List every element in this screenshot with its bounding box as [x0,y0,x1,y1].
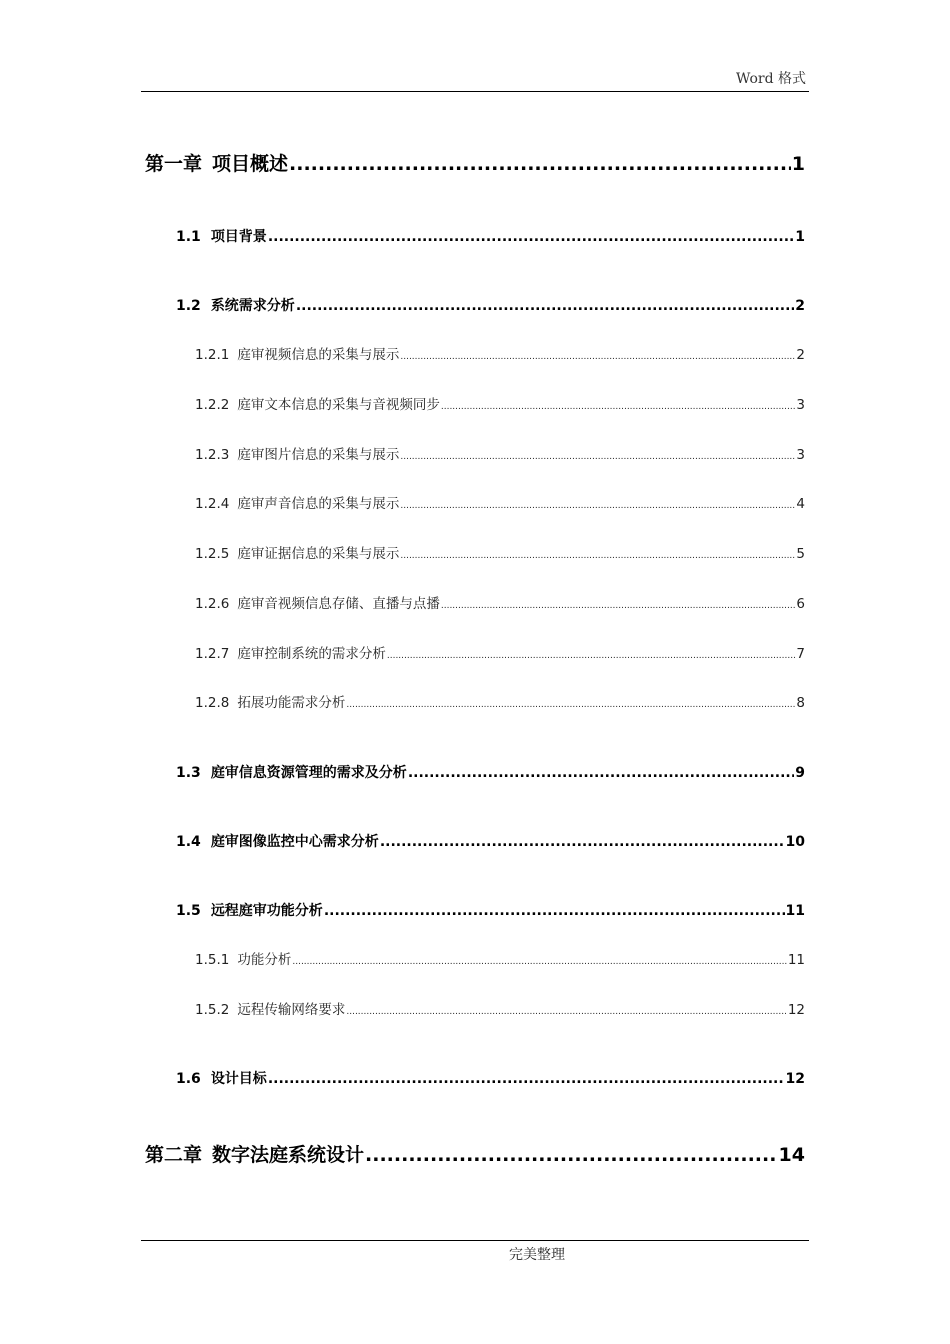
toc-entry-number: 1.2.5 [195,546,230,562]
toc-entry-title: 庭审音视频信息存储、直播与点播 [237,596,440,612]
toc-entry-number: 1.6 [176,1071,201,1087]
toc-entry-1-2-2[interactable] [195,396,805,416]
toc-entry-chapter-2[interactable] [145,1143,805,1167]
toc-dot-leader [268,1070,785,1088]
toc-dot-leader [289,152,791,176]
toc-entry-label [176,297,295,315]
toc-entry-title: 庭审证据信息的采集与展示 [237,546,400,562]
toc-entry-title: 系统需求分析 [210,298,295,314]
toc-entry-number: 1.5 [176,903,201,919]
toc-entry-title: 远程传输网络要求 [237,1002,346,1018]
toc-entry-1-2-4[interactable] [195,495,805,515]
toc-entry-number: 1.5.1 [195,952,230,968]
toc-entry-label [176,833,379,851]
toc-page-number: 6 [796,596,805,612]
toc-entry-label [195,645,386,663]
toc-entry-label [195,346,399,364]
toc-entry-title: 庭审声音信息的采集与展示 [237,496,400,512]
toc-entry-title: 功能分析 [237,952,292,968]
toc-entry-title: 庭审图像监控中心需求分析 [210,834,379,850]
toc-dot-leader [387,645,796,665]
toc-page-number: 5 [796,546,805,562]
toc-page-number: 3 [796,397,805,413]
toc-entry-number: 1.2.3 [195,447,230,463]
toc-entry-title: 项目概述 [212,153,289,175]
toc-entry-1-2-1[interactable] [195,346,805,366]
toc-entry-label [195,951,291,969]
toc-page-number: 7 [796,646,805,662]
toc-page-number: 11 [787,952,805,968]
toc-entry-label [195,1001,345,1019]
toc-entry-label [176,1070,267,1088]
toc-dot-leader [380,833,785,851]
toc-entry-number: 第二章 [145,1144,203,1166]
toc-entry-label [176,228,267,246]
toc-entry-title: 庭审信息资源管理的需求及分析 [210,765,407,781]
toc-page-number: 2 [795,298,805,314]
toc-entry-1-5-1[interactable] [195,951,805,971]
toc-dot-leader [365,1143,778,1167]
toc-entry-title: 庭审图片信息的采集与展示 [237,447,400,463]
toc-dot-leader [296,297,794,315]
toc-entry-number: 第一章 [145,153,203,175]
toc-dot-leader [400,446,795,466]
toc-entry-1-2-6[interactable] [195,595,805,615]
toc-entry-title: 拓展功能需求分析 [237,695,346,711]
toc-entry-label [145,1143,364,1167]
toc-entry-number: 1.2.8 [195,695,230,711]
toc-entry-number: 1.2.2 [195,397,230,413]
toc-page-number: 10 [785,834,805,850]
toc-page-number: 11 [785,903,805,919]
toc-entry-number: 1.1 [176,229,201,245]
toc-entry-number: 1.2.6 [195,596,230,612]
toc-entry-label [195,495,399,513]
toc-entry-chapter-1[interactable] [145,152,805,176]
toc-dot-leader [292,951,786,971]
toc-entry-1-2-8[interactable] [195,694,805,714]
toc-dot-leader [408,764,794,782]
toc-page-number: 14 [778,1144,805,1166]
toc-page-number: 3 [796,447,805,463]
toc-entry-label [195,446,399,464]
toc-dot-leader [441,595,796,615]
toc-entry-1-5[interactable] [176,902,805,920]
toc-page-number: 9 [795,765,805,781]
toc-dot-leader [346,694,795,714]
toc-entry-1-3[interactable] [176,764,805,782]
toc-dot-leader [400,545,795,565]
toc-entry-title: 数字法庭系统设计 [212,1144,365,1166]
toc-entry-1-2-5[interactable] [195,545,805,565]
toc-entry-label [176,902,323,920]
toc-entry-number: 1.4 [176,834,201,850]
toc-entry-number: 1.2.7 [195,646,230,662]
toc-dot-leader [400,346,795,366]
toc-entry-number: 1.2.4 [195,496,230,512]
toc-page-number: 12 [785,1071,805,1087]
toc-entry-1-2-7[interactable] [195,645,805,665]
toc-entry-number: 1.3 [176,765,201,781]
toc-dot-leader [324,902,785,920]
toc-entry-label [195,694,345,712]
page-header: Word 格式 [736,71,806,87]
toc-entry-label [176,764,407,782]
toc-entry-label [195,396,440,414]
toc-entry-1-1[interactable] [176,228,805,246]
toc-page-number: 1 [795,229,805,245]
toc-page-number: 1 [791,153,805,175]
toc-entry-title: 庭审控制系统的需求分析 [237,646,386,662]
toc-entry-label [145,152,288,176]
toc-page-number: 2 [796,347,805,363]
toc-entry-1-5-2[interactable] [195,1001,805,1021]
toc-dot-leader [441,396,796,416]
toc-entry-title: 项目背景 [210,229,267,245]
page-footer: 完美整理 [509,1247,565,1263]
toc-entry-label [195,545,399,563]
toc-entry-title: 远程庭审功能分析 [210,903,323,919]
footer-rule [141,1240,809,1241]
toc-page-number: 8 [796,695,805,711]
toc-entry-title: 设计目标 [210,1071,267,1087]
toc-page-number: 12 [787,1002,805,1018]
toc-entry-1-6[interactable] [176,1070,805,1088]
toc-entry-1-2[interactable] [176,297,805,315]
toc-entry-1-2-3[interactable] [195,446,805,466]
toc-entry-number: 1.2 [176,298,201,314]
toc-entry-number: 1.5.2 [195,1002,230,1018]
toc-dot-leader [400,495,795,515]
toc-entry-1-4[interactable] [176,833,805,851]
toc-entry-number: 1.2.1 [195,347,230,363]
toc-dot-leader [346,1001,786,1021]
toc-entry-title: 庭审文本信息的采集与音视频同步 [237,397,440,413]
toc-entry-label [195,595,440,613]
toc-dot-leader [268,228,794,246]
toc-entry-title: 庭审视频信息的采集与展示 [237,347,400,363]
toc-page-number: 4 [796,496,805,512]
